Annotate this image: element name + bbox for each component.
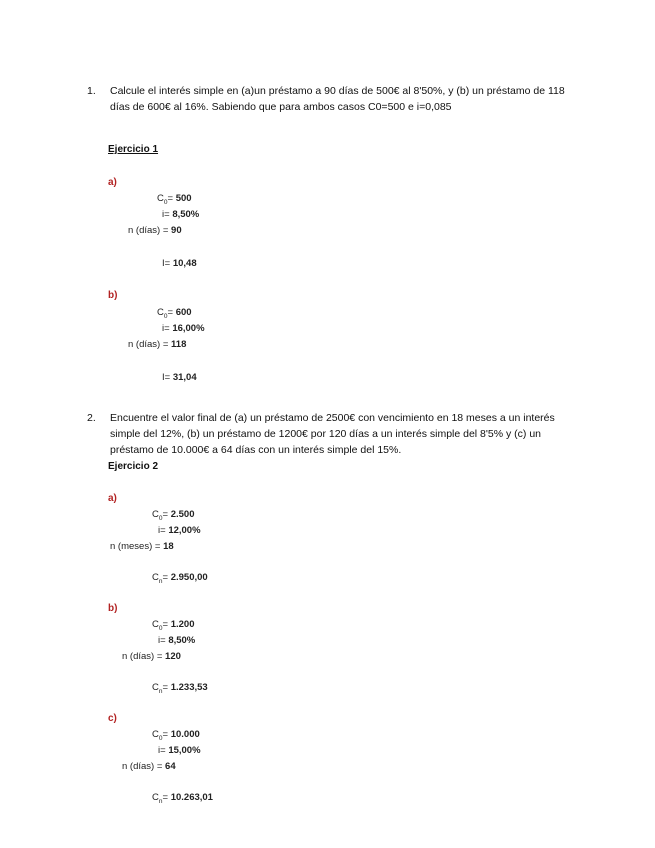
ej1-a-n: n (días) = 90: [128, 225, 182, 236]
ej2-c-n: n (días) = 64: [122, 761, 176, 772]
ej2-a-n: n (meses) = 18: [110, 541, 174, 552]
ej1-a-i: i= 8,50%: [162, 209, 200, 220]
ejercicio-2-title: Ejercicio 2: [108, 461, 159, 472]
ej2-c-cn: $C_n= 10.263,01$: [152, 792, 213, 805]
question-2-text: Encuentre el valor final de (a) un préstamo de 2500€ con vencimiento en 18 meses a un interés simple del 12%, (b) un préstamo de 1200€ por 120 días a un interés simple del 8'5% y (c) un préstamo de 10.000€ a 64 días con un interés simple del 15%.: [110, 412, 555, 456]
ejercicio-1-title: Ejercicio 1: [108, 144, 159, 155]
ej2-c-i: i= 15,00%: [158, 745, 201, 756]
ej1-a-c0: $C_0= 500$: [157, 193, 192, 206]
ej1-b-c0: $C_0= 600$: [157, 307, 192, 320]
ej1-a-result: I= 10,48: [162, 258, 197, 269]
ej1-b-i: i= 16,00%: [162, 323, 205, 334]
ej2-b-i: i= 8,50%: [158, 635, 196, 646]
ej1-b-label: b): [108, 290, 118, 301]
question-1-text: Calcule el interés simple en (a)un préstamo a 90 días de 500€ al 8'50%, y (b) un préstamo de 118 días de 600€ al 16%. Sabiendo que para ambos casos C0=500 e i=0,085: [110, 85, 565, 113]
ej2-a-c0: $C_0= 2.500$: [152, 509, 195, 522]
ej2-a-i: i= 12,00%: [158, 525, 201, 536]
ej2-a-cn: $C_n= 2.950,00$: [152, 572, 208, 585]
ej2-b-cn: $C_n= 1.233,53$: [152, 682, 208, 695]
question-2-number: 2.: [87, 412, 96, 424]
ej1-b-n: n (días) = 118: [128, 339, 187, 350]
ej2-a-label: a): [108, 493, 117, 504]
ej1-b-result: I= 31,04: [162, 372, 197, 383]
ej2-b-label: b): [108, 603, 118, 614]
ej2-b-c0: $C_0= 1.200$: [152, 619, 195, 632]
ej2-b-n: n (días) = 120: [122, 651, 181, 662]
ej2-c-c0: $C_0= 10.000$: [152, 729, 200, 742]
ej2-c-label: c): [108, 713, 117, 724]
ej1-a-label: a): [108, 177, 117, 188]
question-1-number: 1.: [87, 85, 96, 97]
